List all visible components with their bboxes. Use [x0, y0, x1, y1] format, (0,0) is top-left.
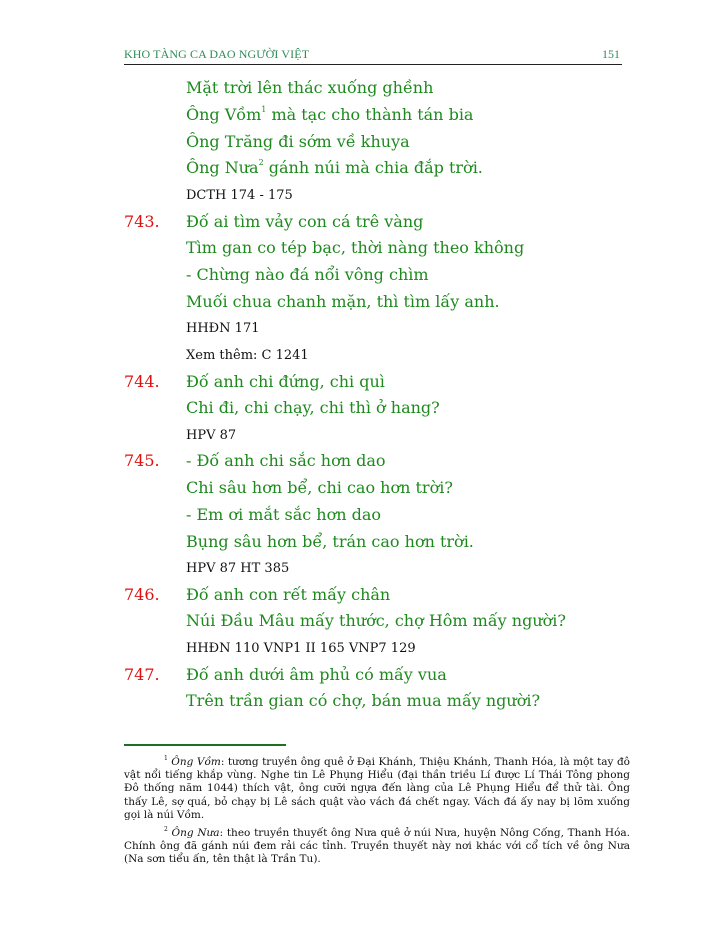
entry-number: 743. — [124, 212, 160, 231]
entry-number: 747. — [124, 665, 160, 684]
source-ref: HHĐN 171 — [186, 321, 260, 336]
footnote-2: $^2$ Ông Nưa: theo truyền thuyết ông Nưa quê ở núi Nưa, huyện Nông Cống, Thanh Hóa. Chính ông đã gánh núi đem rải các tỉnh. Truyền thuyết này nơi khác với cổ tích về ông Nưa (Na sơn tiểu ấn, tên thật là Trần Tu). — [124, 826, 631, 866]
verse-line: Bụng sâu hơn bể, trán cao hơn trời. — [186, 532, 474, 551]
verse-line: Muối chua chanh mặn, thì tìm lấy anh. — [186, 292, 500, 311]
footnote-term: Ông Vồm — [171, 756, 221, 768]
book-title: KHO TÀNG CA DAO NGƯỜI VIỆT — [124, 47, 310, 61]
verse-line: Đố anh chi đứng, chi quì — [186, 372, 385, 391]
verse-line: Đố ai tìm vảy con cá trê vàng — [186, 212, 424, 231]
verse-line: Đố anh con rết mấy chân — [186, 585, 391, 604]
verse-line: Trên trần gian có chợ, bán mua mấy người? — [186, 691, 541, 710]
verse-line: Núi Đầu Mâu mấy thước, chợ Hôm mấy người? — [186, 611, 566, 630]
entry-number: 746. — [124, 585, 160, 604]
verse-line: - Đố anh chi sắc hơn dao — [186, 451, 386, 470]
source-ref: HPV 87 — [186, 428, 237, 443]
footnote-1: $^1$ Ông Vồm: tương truyền ông quê ở Đại Khánh, Thiệu Khánh, Thanh Hóa, là một tay đô vật nổi tiếng khắp vùng. Nghe tin Lê Phụng Hiểu (đại thần triều Lí được Lí Thái Tông phong Đô thống năm 1044) thích vật, ông cưỡi ngựa đến làng của Lê Phụng Hiểu để thử tài. Ông thấy Lê, sợ quá, bỏ chạy bị Lê sách quật vào vách đá chết ngay. Vách đá ấy nay bị lõm xuống gọi là núi Vồm. — [124, 755, 630, 821]
verse-line: Ông Vồm$^1$ mà tạc cho thành tán bia — [186, 105, 474, 124]
footnote-separator — [124, 744, 286, 746]
entry-number: 744. — [124, 372, 160, 391]
verse-line: - Em ơi mắt sắc hơn dao — [186, 505, 382, 524]
see-also: Xem thêm: C 1241 — [186, 348, 309, 363]
verse-line: Ông Nưa$^2$ gánh núi mà chia đắp trời. — [186, 158, 483, 177]
entry-number: 745. — [124, 451, 160, 470]
verse-line: Tìm gan co tép bạc, thời nàng theo không — [186, 238, 525, 257]
page-number: 151 — [602, 47, 620, 61]
source-ref: HHĐN 110 VNP1 II 165 VNP7 129 — [186, 641, 416, 656]
running-header — [124, 44, 622, 65]
verse-line: Chi sâu hơn bể, chi cao hơn trời? — [186, 478, 453, 497]
source-ref: HPV 87 HT 385 — [186, 561, 290, 576]
verse-line: - Chừng nào đá nổi vông chìm — [186, 265, 429, 284]
source-ref: DCTH 174 - 175 — [186, 188, 293, 203]
verse-line: Chi đi, chi chạy, chi thì ở hang? — [186, 398, 440, 417]
verse-line: Mặt trời lên thác xuống ghềnh — [186, 78, 434, 97]
verse-line: Ông Trăng đi sớm về khuya — [186, 132, 410, 151]
footnote-term: Ông Nưa — [171, 827, 220, 839]
verse-line: Đố anh dưới âm phủ có mấy vua — [186, 665, 447, 684]
footnote-ref[interactable]: 2 — [258, 158, 264, 167]
footnote-ref[interactable]: 1 — [261, 105, 267, 114]
